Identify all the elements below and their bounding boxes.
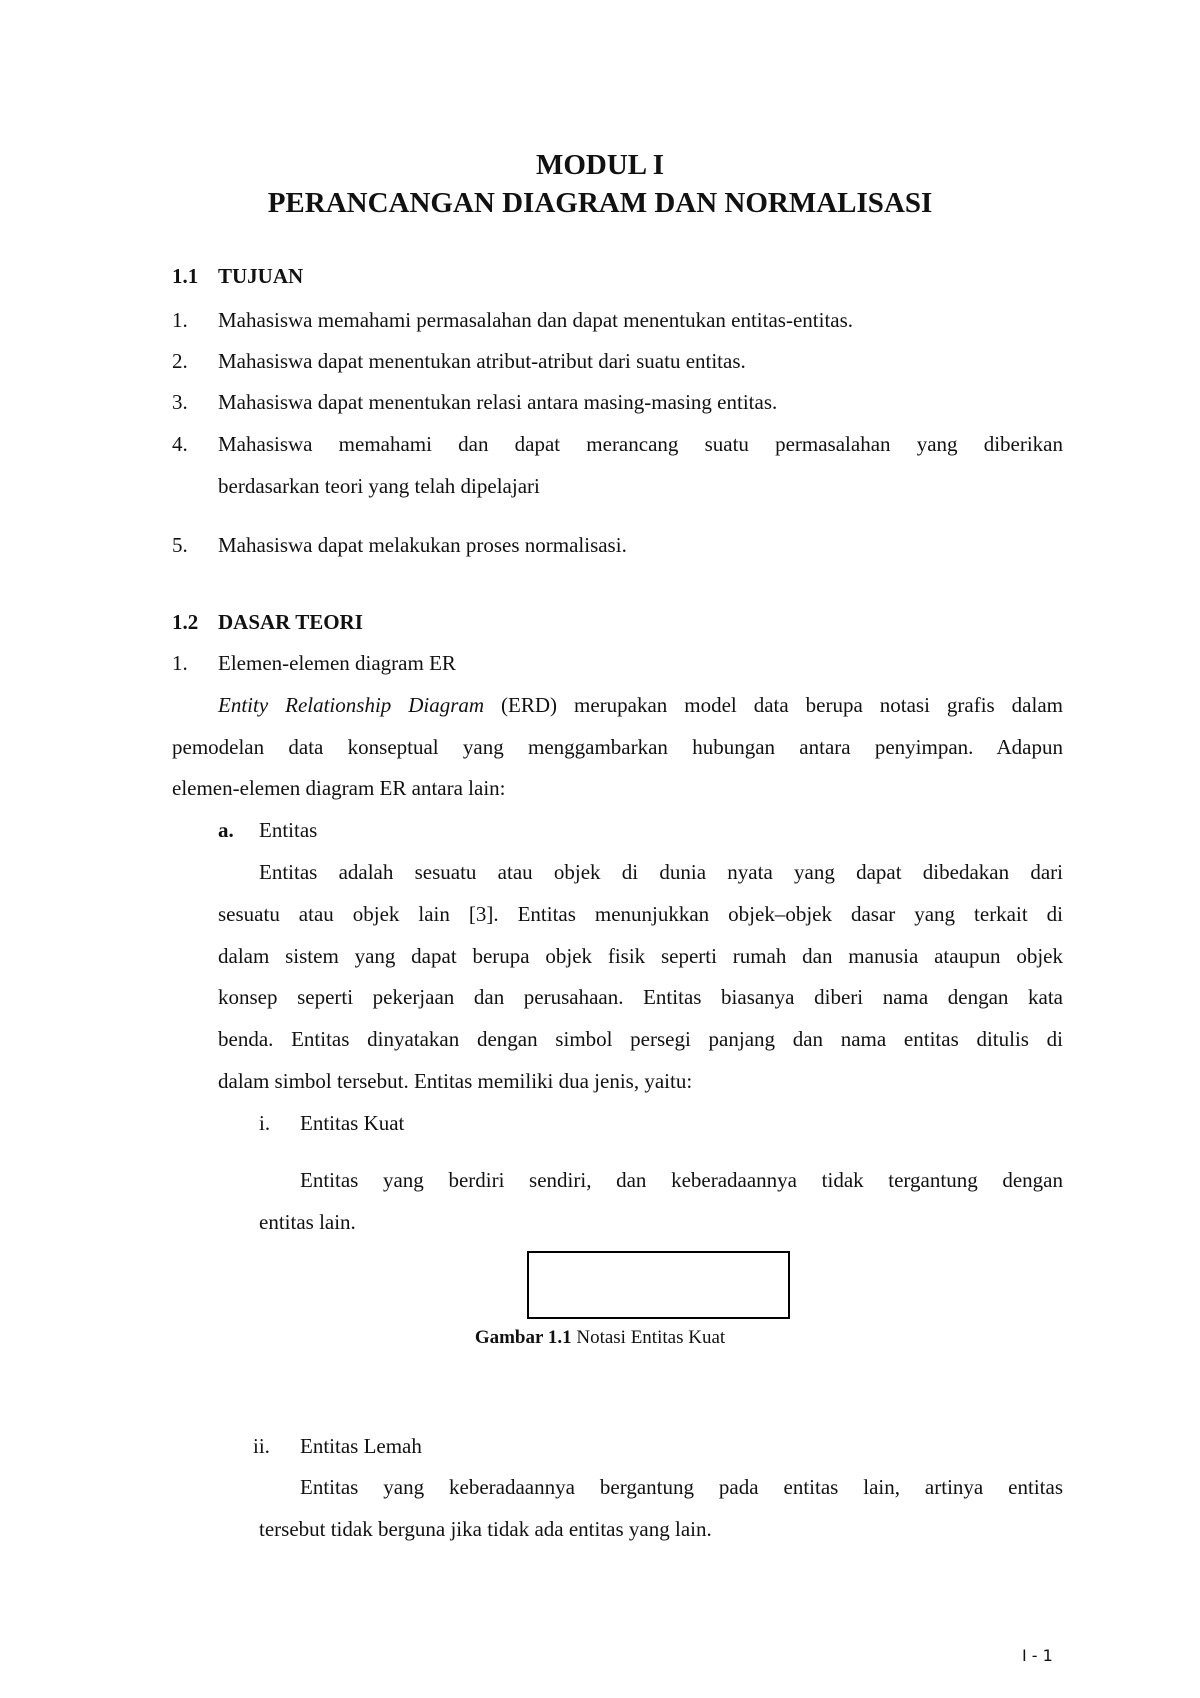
paragraph-line: Entitas adalah sesuatu atau objek di dunia nyata yang dapat dibedakan dari xyxy=(259,860,1063,884)
strong-entity-rectangle xyxy=(527,1251,790,1319)
list-number: 1. xyxy=(172,308,188,332)
subsection-title: Elemen-elemen diagram ER xyxy=(218,651,456,675)
list-number: 2. xyxy=(172,349,188,373)
section-number-1-1: 1.1 xyxy=(172,264,199,288)
list-number: 3. xyxy=(172,390,188,414)
sub-label: a. xyxy=(218,818,234,842)
paragraph-line: elemen-elemen diagram ER antara lain: xyxy=(172,776,506,800)
figure-caption xyxy=(0,1327,1200,1349)
section-number-1-2: 1.2 xyxy=(172,610,199,634)
list-item-continuation: berdasarkan teori yang telah dipelajari xyxy=(218,474,540,498)
italic-term: Entity Relationship Diagram xyxy=(218,693,485,717)
paragraph-line: sesuatu atau objek lain [3]. Entitas menunjukkan objek–objek dasar yang terkait di xyxy=(218,902,1063,926)
paragraph-line: tersebut tidak berguna jika tidak ada entitas yang lain. xyxy=(259,1517,712,1541)
list-number: 5. xyxy=(172,533,188,557)
paragraph-line: dalam simbol tersebut. Entitas memiliki dua jenis, yaitu: xyxy=(218,1069,693,1093)
module-title: MODUL I xyxy=(535,149,665,181)
list-item: Mahasiswa memahami dan dapat merancang suatu permasalahan yang diberikan xyxy=(218,432,1063,456)
paragraph-line: Entitas yang keberadaannya bergantung pada entitas lain, artinya entitas xyxy=(300,1475,1063,1499)
paragraph-text: (ERD) merupakan model data berupa notasi grafis dalam xyxy=(484,693,1063,717)
module-subtitle: PERANCANGAN DIAGRAM DAN NORMALISASI xyxy=(267,187,933,219)
paragraph-line: entitas lain. xyxy=(259,1210,356,1234)
section-heading-tujuan: TUJUAN xyxy=(218,264,304,288)
sub-title: Entitas Lemah xyxy=(300,1434,422,1458)
sub-title: Entitas xyxy=(259,818,318,842)
paragraph-line: Entitas yang berdiri sendiri, dan keberadaannya tidak tergantung dengan xyxy=(300,1168,1063,1192)
paragraph-line: dalam sistem yang dapat berupa objek fisik seperti rumah dan manusia ataupun objek xyxy=(218,944,1063,968)
sub-title: Entitas Kuat xyxy=(300,1111,405,1135)
figure-caption-text: Notasi Entitas Kuat xyxy=(571,1327,726,1348)
paragraph-line xyxy=(218,693,1063,718)
list-number: 4. xyxy=(172,432,188,456)
section-heading-dasar-teori: DASAR TEORI xyxy=(218,610,363,634)
paragraph-line: pemodelan data konseptual yang menggambarkan hubungan antara penyimpan. Adapun xyxy=(172,735,1063,759)
list-item: Mahasiswa dapat menentukan relasi antara masing-masing entitas. xyxy=(218,390,778,414)
sub-label: ii. xyxy=(253,1434,270,1458)
paragraph-line: benda. Entitas dinyatakan dengan simbol persegi panjang dan nama entitas ditulis di xyxy=(218,1027,1063,1051)
page-number: I - 1 xyxy=(1022,1646,1053,1665)
list-number: 1. xyxy=(172,651,188,675)
list-item: Mahasiswa memahami permasalahan dan dapat menentukan entitas-entitas. xyxy=(218,308,854,332)
paragraph-line: konsep seperti pekerjaan dan perusahaan. Entitas biasanya diberi nama dengan kata xyxy=(218,985,1063,1009)
list-item: Mahasiswa dapat melakukan proses normalisasi. xyxy=(218,533,627,557)
list-item: Mahasiswa dapat menentukan atribut-atribut dari suatu entitas. xyxy=(218,349,746,373)
sub-label: i. xyxy=(259,1111,271,1135)
figure-caption-label: Gambar 1.1 xyxy=(474,1327,572,1348)
